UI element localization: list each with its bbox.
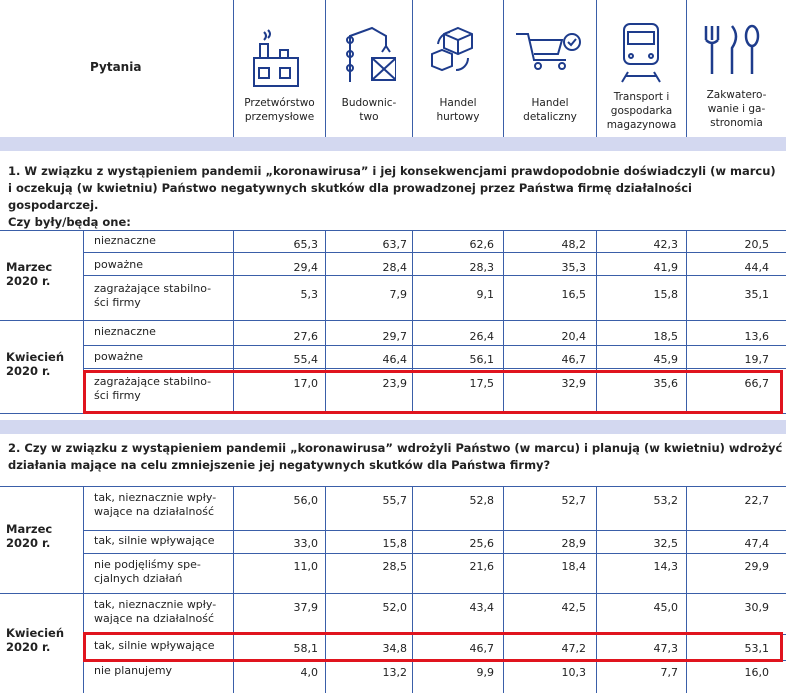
row-label: tak, nieznacznie wpły- wające na działalność (94, 598, 217, 625)
table-cell: 52,7 (561, 494, 586, 507)
table-cell: 13,2 (382, 666, 407, 679)
table-cell: 4,0 (300, 666, 318, 679)
period-label: Marzec 2020 r. (6, 260, 53, 288)
col-header-2: Budownic- two (341, 97, 397, 123)
table-cell: 17,0 (293, 377, 318, 390)
table-cell: 47,2 (561, 642, 586, 655)
question-1-text: 1. W związku z wystąpieniem pandemii „koronawirusa” i jej konsekwencjami prawdopodobnie doświadczyli (w marcu) i oczekują (w kwietniu) Państwo negatywnych skutków dla prowadzonej przez Państwa firmę działalności gospodarczej. Czy były/będą one: (8, 164, 776, 229)
table-cell: 29,9 (744, 560, 769, 573)
table-cell: 42,5 (561, 601, 586, 614)
table-cell: 10,3 (561, 666, 586, 679)
row-label: poważne (94, 258, 143, 271)
table-cell: 35,6 (653, 377, 678, 390)
table-cell: 33,0 (293, 537, 318, 550)
question-2-text: 2. Czy w związku z wystąpieniem pandemii „koronawirusa” wdrożyli Państwo (w marcu) i planują (w kwietniu) wdrożyć działania mające na celu zmniejszenie jej negatywnych skutków dla Państwa firmy? (8, 441, 783, 472)
table-cell: 56,0 (293, 494, 318, 507)
table-cell: 48,2 (561, 238, 586, 251)
table-cell: 13,6 (744, 330, 769, 343)
table-cell: 11,0 (293, 560, 318, 573)
row-label: nie podjęliśmy spe- cjalnych działań (94, 558, 201, 585)
col-header-4: Handel detaliczny (523, 97, 577, 123)
table-cell: 30,9 (744, 601, 769, 614)
table-cell: 21,6 (469, 560, 494, 573)
cutlery-icon (700, 22, 764, 78)
table-cell: 45,9 (653, 353, 678, 366)
table-cell: 55,7 (382, 494, 407, 507)
table-cell: 14,3 (653, 560, 678, 573)
table-cell: 35,3 (561, 261, 586, 274)
table-cell: 25,6 (469, 537, 494, 550)
table-cell: 47,3 (653, 642, 678, 655)
table-cell: 9,1 (476, 288, 494, 301)
period-label: Marzec 2020 r. (6, 522, 53, 550)
highlight-box (83, 370, 783, 414)
table-cell: 16,5 (561, 288, 586, 301)
table-cell: 46,4 (382, 353, 407, 366)
boxes-icon (428, 24, 486, 74)
row-label: tak, silnie wpływające (94, 534, 215, 547)
table-cell: 18,4 (561, 560, 586, 573)
table-cell: 42,3 (653, 238, 678, 251)
table-cell: 34,8 (382, 642, 407, 655)
table-cell: 5,3 (300, 288, 318, 301)
table-cell: 66,7 (744, 377, 769, 390)
table-cell: 29,7 (382, 330, 407, 343)
row-label: nie planujemy (94, 664, 173, 677)
table-cell: 52,8 (469, 494, 494, 507)
col-header-6: Zakwatero- wanie i ga- stronomia (706, 89, 767, 129)
table-cell: 28,5 (382, 560, 407, 573)
table-cell: 44,4 (744, 261, 769, 274)
table-cell: 52,0 (382, 601, 407, 614)
table-cell: 46,7 (561, 353, 586, 366)
highlight-box (83, 632, 783, 662)
row-label: tak, silnie wpływające (94, 639, 215, 652)
cart-icon (514, 30, 582, 70)
table-cell: 43,4 (469, 601, 494, 614)
table-cell: 23,9 (382, 377, 407, 390)
pytania-heading: Pytania (90, 60, 142, 74)
table-cell: 45,0 (653, 601, 678, 614)
crane-icon (342, 22, 396, 88)
table-cell: 41,9 (653, 261, 678, 274)
separator-band (0, 137, 786, 151)
table-cell: 28,9 (561, 537, 586, 550)
period-label: Kwiecień 2020 r. (6, 626, 65, 654)
table-cell: 58,1 (293, 642, 318, 655)
table-cell: 7,9 (389, 288, 407, 301)
table-cell: 29,4 (293, 261, 318, 274)
table-cell: 46,7 (469, 642, 494, 655)
table-cell: 7,7 (660, 666, 678, 679)
table-cell: 16,0 (744, 666, 769, 679)
train-icon (616, 20, 666, 84)
table-cell: 32,5 (653, 537, 678, 550)
col-header-3: Handel hurtowy (436, 97, 480, 123)
separator-band (0, 420, 786, 434)
table-cell: 55,4 (293, 353, 318, 366)
table-cell: 35,1 (744, 288, 769, 301)
table-cell: 26,4 (469, 330, 494, 343)
row-label: nieznaczne (94, 234, 156, 247)
table-cell: 18,5 (653, 330, 678, 343)
table-cell: 15,8 (653, 288, 678, 301)
row-label: tak, nieznacznie wpły- wające na działalność (94, 491, 217, 518)
table-cell: 17,5 (469, 377, 494, 390)
row-label: nieznaczne (94, 325, 156, 338)
table-cell: 37,9 (293, 601, 318, 614)
period-label: Kwiecień 2020 r. (6, 350, 65, 378)
table-cell: 53,1 (744, 642, 769, 655)
table-cell: 20,4 (561, 330, 586, 343)
table-cell: 32,9 (561, 377, 586, 390)
table-cell: 28,3 (469, 261, 494, 274)
col-header-1: Przetwórstwo przemysłowe (244, 97, 315, 123)
table-cell: 27,6 (293, 330, 318, 343)
table-cell: 53,2 (653, 494, 678, 507)
table-cell: 28,4 (382, 261, 407, 274)
col-header-5: Transport i gospodarka magazynowa (606, 91, 677, 131)
row-label: poważne (94, 350, 143, 363)
table-cell: 19,7 (744, 353, 769, 366)
table-cell: 22,7 (744, 494, 769, 507)
table-cell: 62,6 (469, 238, 494, 251)
table-cell: 15,8 (382, 537, 407, 550)
table-cell: 56,1 (469, 353, 494, 366)
table-cell: 47,4 (744, 537, 769, 550)
table-cell: 9,9 (476, 666, 494, 679)
row-label: zagrażające stabilno- ści firmy (94, 282, 212, 309)
factory-icon (250, 28, 302, 90)
row-label: zagrażające stabilno- ści firmy (94, 375, 212, 402)
table-cell: 20,5 (744, 238, 769, 251)
table-cell: 65,3 (293, 238, 318, 251)
table-cell: 63,7 (382, 238, 407, 251)
